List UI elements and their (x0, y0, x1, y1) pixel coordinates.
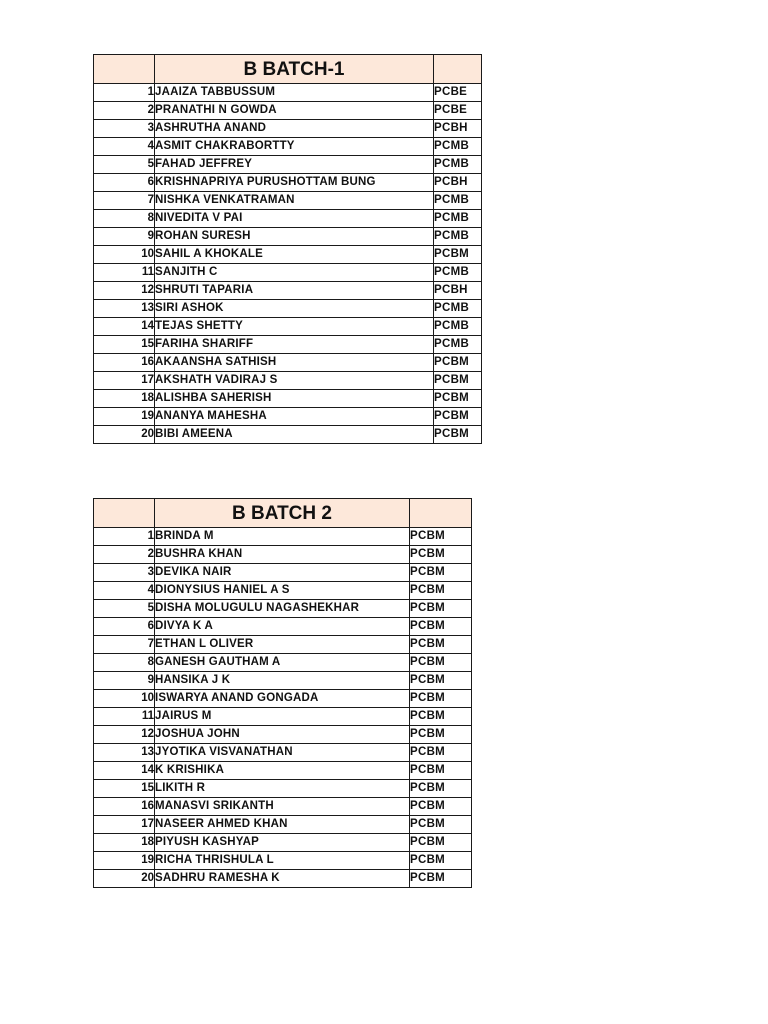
student-name-cell: ALISHBA SAHERISH (155, 390, 434, 408)
table-row (94, 672, 472, 690)
subject-combination-cell: PCMB (434, 228, 482, 246)
subject-combination-cell: PCMB (434, 300, 482, 318)
subject-combination-cell: PCMB (434, 192, 482, 210)
student-name-cell: ROHAN SURESH (155, 228, 434, 246)
serial-number-cell: 17 (94, 816, 155, 834)
subject-combination-cell: PCBM (410, 654, 472, 672)
table-row (94, 318, 482, 336)
subject-combination-cell: PCBM (410, 816, 472, 834)
header-empty-cell (94, 55, 155, 84)
table-row (94, 300, 482, 318)
student-name-cell: ETHAN L OLIVER (155, 636, 410, 654)
subject-combination-cell: PCMB (434, 318, 482, 336)
student-name-cell: DIVYA K A (155, 618, 410, 636)
table-row (94, 354, 482, 372)
student-name-cell: AKSHATH VADIRAJ S (155, 372, 434, 390)
table-row (94, 780, 472, 798)
subject-combination-cell: PCBM (434, 390, 482, 408)
serial-number-cell: 16 (94, 798, 155, 816)
serial-number-cell: 14 (94, 318, 155, 336)
student-name-cell: DIONYSIUS HANIEL A S (155, 582, 410, 600)
table-row (94, 690, 472, 708)
serial-number-cell: 5 (94, 156, 155, 174)
table-row (94, 174, 482, 192)
serial-number-cell: 1 (94, 84, 155, 102)
serial-number-cell: 12 (94, 282, 155, 300)
student-name-cell: ASMIT CHAKRABORTTY (155, 138, 434, 156)
table-row (94, 390, 482, 408)
serial-number-cell: 18 (94, 834, 155, 852)
table-row (94, 618, 472, 636)
subject-combination-cell: PCBM (434, 408, 482, 426)
table-row (94, 582, 472, 600)
student-name-cell: K KRISHIKA (155, 762, 410, 780)
subject-combination-cell: PCBE (434, 102, 482, 120)
table-row (94, 84, 482, 102)
serial-number-cell: 1 (94, 528, 155, 546)
subject-combination-cell: PCBM (410, 870, 472, 888)
serial-number-cell: 13 (94, 300, 155, 318)
serial-number-cell: 3 (94, 564, 155, 582)
student-name-cell: PRANATHI N GOWDA (155, 102, 434, 120)
student-name-cell: PIYUSH KASHYAP (155, 834, 410, 852)
serial-number-cell: 19 (94, 408, 155, 426)
subject-combination-cell: PCBM (410, 762, 472, 780)
student-name-cell: ISWARYA ANAND GONGADA (155, 690, 410, 708)
table-body (94, 84, 482, 444)
header-empty-cell (94, 499, 155, 528)
serial-number-cell: 3 (94, 120, 155, 138)
serial-number-cell: 15 (94, 780, 155, 798)
table-row (94, 120, 482, 138)
student-name-cell: JAIRUS M (155, 708, 410, 726)
table-row (94, 138, 482, 156)
subject-combination-cell: PCMB (434, 210, 482, 228)
subject-combination-cell: PCBM (410, 708, 472, 726)
table-row (94, 852, 472, 870)
serial-number-cell: 19 (94, 852, 155, 870)
subject-combination-cell: PCBH (434, 174, 482, 192)
table-row (94, 726, 472, 744)
subject-combination-cell: PCBM (410, 636, 472, 654)
table-row (94, 654, 472, 672)
serial-number-cell: 15 (94, 336, 155, 354)
subject-combination-cell: PCBH (434, 120, 482, 138)
student-name-cell: LIKITH R (155, 780, 410, 798)
serial-number-cell: 10 (94, 690, 155, 708)
student-name-cell: NISHKA VENKATRAMAN (155, 192, 434, 210)
serial-number-cell: 13 (94, 744, 155, 762)
table-row (94, 636, 472, 654)
subject-combination-cell: PCBM (410, 798, 472, 816)
student-name-cell: SANJITH C (155, 264, 434, 282)
serial-number-cell: 4 (94, 582, 155, 600)
header-empty-cell (410, 499, 472, 528)
student-name-cell: TEJAS SHETTY (155, 318, 434, 336)
table-row (94, 528, 472, 546)
table-row (94, 744, 472, 762)
table-row (94, 372, 482, 390)
batch-table-1 (93, 54, 482, 444)
table-row (94, 246, 482, 264)
table-row (94, 102, 482, 120)
table-row (94, 816, 472, 834)
subject-combination-cell: PCBM (410, 546, 472, 564)
serial-number-cell: 2 (94, 102, 155, 120)
student-name-cell: SIRI ASHOK (155, 300, 434, 318)
student-name-cell: JAAIZA TABBUSSUM (155, 84, 434, 102)
serial-number-cell: 20 (94, 870, 155, 888)
subject-combination-cell: PCBM (410, 690, 472, 708)
subject-combination-cell: PCBM (410, 780, 472, 798)
student-name-cell: NIVEDITA V PAI (155, 210, 434, 228)
student-name-cell: FAHAD JEFFREY (155, 156, 434, 174)
subject-combination-cell: PCBM (410, 528, 472, 546)
student-name-cell: SADHRU RAMESHA K (155, 870, 410, 888)
student-name-cell: DISHA MOLUGULU NAGASHEKHAR (155, 600, 410, 618)
student-name-cell: BIBI AMEENA (155, 426, 434, 444)
student-name-cell: DEVIKA NAIR (155, 564, 410, 582)
student-name-cell: JYOTIKA VISVANATHAN (155, 744, 410, 762)
table-row (94, 408, 482, 426)
batch-title: B BATCH-1 (155, 55, 434, 84)
serial-number-cell: 10 (94, 246, 155, 264)
serial-number-cell: 7 (94, 636, 155, 654)
subject-combination-cell: PCBM (410, 744, 472, 762)
serial-number-cell: 8 (94, 210, 155, 228)
subject-combination-cell: PCBM (410, 672, 472, 690)
student-name-cell: SAHIL A KHOKALE (155, 246, 434, 264)
serial-number-cell: 17 (94, 372, 155, 390)
subject-combination-cell: PCBM (434, 354, 482, 372)
subject-combination-cell: PCBM (434, 372, 482, 390)
subject-combination-cell: PCBH (434, 282, 482, 300)
subject-combination-cell: PCBM (410, 564, 472, 582)
serial-number-cell: 16 (94, 354, 155, 372)
serial-number-cell: 11 (94, 708, 155, 726)
table-header-row (94, 499, 472, 528)
table-row (94, 798, 472, 816)
serial-number-cell: 20 (94, 426, 155, 444)
serial-number-cell: 9 (94, 228, 155, 246)
student-name-cell: KRISHNAPRIYA PURUSHOTTAM BUNG (155, 174, 434, 192)
student-name-cell: NASEER AHMED KHAN (155, 816, 410, 834)
table-row (94, 426, 482, 444)
batch-table-2 (93, 498, 472, 888)
student-name-cell: BUSHRA KHAN (155, 546, 410, 564)
subject-combination-cell: PCBM (410, 600, 472, 618)
subject-combination-cell: PCBM (410, 834, 472, 852)
serial-number-cell: 6 (94, 618, 155, 636)
serial-number-cell: 6 (94, 174, 155, 192)
serial-number-cell: 5 (94, 600, 155, 618)
table-row (94, 834, 472, 852)
table-row (94, 282, 482, 300)
student-name-cell: SHRUTI TAPARIA (155, 282, 434, 300)
student-name-cell: JOSHUA JOHN (155, 726, 410, 744)
student-name-cell: HANSIKA J K (155, 672, 410, 690)
table-row (94, 708, 472, 726)
serial-number-cell: 9 (94, 672, 155, 690)
serial-number-cell: 12 (94, 726, 155, 744)
serial-number-cell: 4 (94, 138, 155, 156)
subject-combination-cell: PCBE (434, 84, 482, 102)
subject-combination-cell: PCBM (410, 618, 472, 636)
subject-combination-cell: PCMB (434, 264, 482, 282)
table-body (94, 528, 472, 888)
serial-number-cell: 8 (94, 654, 155, 672)
student-name-cell: RICHA THRISHULA L (155, 852, 410, 870)
student-name-cell: GANESH GAUTHAM A (155, 654, 410, 672)
student-name-cell: ANANYA MAHESHA (155, 408, 434, 426)
serial-number-cell: 2 (94, 546, 155, 564)
student-name-cell: MANASVI SRIKANTH (155, 798, 410, 816)
subject-combination-cell: PCBM (410, 582, 472, 600)
subject-combination-cell: PCBM (434, 246, 482, 264)
subject-combination-cell: PCMB (434, 336, 482, 354)
subject-combination-cell: PCBM (410, 726, 472, 744)
table-row (94, 336, 482, 354)
batch-title: B BATCH 2 (155, 499, 410, 528)
student-name-cell: ASHRUTHA ANAND (155, 120, 434, 138)
table-row (94, 228, 482, 246)
header-empty-cell (434, 55, 482, 84)
table-row (94, 600, 472, 618)
serial-number-cell: 7 (94, 192, 155, 210)
table-row (94, 564, 472, 582)
table-row (94, 192, 482, 210)
subject-combination-cell: PCMB (434, 138, 482, 156)
table-row (94, 546, 472, 564)
subject-combination-cell: PCBM (410, 852, 472, 870)
subject-combination-cell: PCBM (434, 426, 482, 444)
subject-combination-cell: PCMB (434, 156, 482, 174)
student-name-cell: BRINDA M (155, 528, 410, 546)
table-header-row (94, 55, 482, 84)
serial-number-cell: 14 (94, 762, 155, 780)
table-row (94, 264, 482, 282)
student-name-cell: FARIHA SHARIFF (155, 336, 434, 354)
serial-number-cell: 11 (94, 264, 155, 282)
table-row (94, 870, 472, 888)
student-name-cell: AKAANSHA SATHISH (155, 354, 434, 372)
table-row (94, 762, 472, 780)
table-row (94, 156, 482, 174)
serial-number-cell: 18 (94, 390, 155, 408)
table-row (94, 210, 482, 228)
